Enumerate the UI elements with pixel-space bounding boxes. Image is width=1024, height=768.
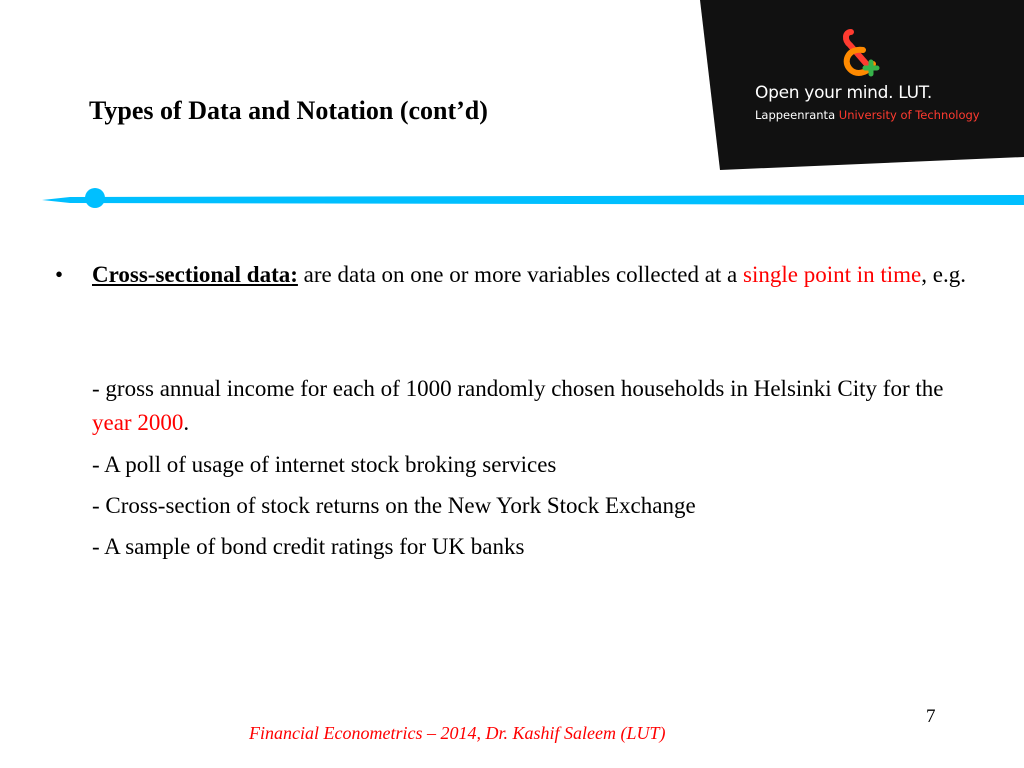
page-title: Types of Data and Notation (cont’d) xyxy=(89,96,488,125)
example-poll: - A poll of usage of internet stock broking services xyxy=(92,452,557,477)
definition-paragraph xyxy=(92,258,982,292)
footer-credit: Financial Econometrics – 2014, Dr. Kashif Saleem (LUT) xyxy=(249,723,666,743)
brand-university-name: University of Technology xyxy=(838,108,980,122)
bullet-marker: • xyxy=(55,262,64,287)
definition-text: are data on one or more variables collected at a xyxy=(297,262,744,287)
highlight-year: year 2000 xyxy=(92,410,184,435)
example-bond-ratings: - A sample of bond credit ratings for UK banks xyxy=(92,534,525,559)
brand-university-city: Lappeenranta xyxy=(755,108,836,122)
example-stock-returns: - Cross-section of stock returns on the New York Stock Exchange xyxy=(92,493,696,518)
lut-ampersand-logo-icon xyxy=(837,28,887,80)
highlight-single-point: single point in time xyxy=(743,262,922,287)
page-number: 7 xyxy=(926,706,936,727)
term-cross-sectional: Cross-sectional data: xyxy=(92,262,298,287)
example-income xyxy=(92,372,982,440)
brand-university xyxy=(755,108,980,122)
definition-tail: , e.g. xyxy=(921,262,966,287)
brand-slogan: Open your mind. LUT. xyxy=(755,83,932,103)
example-income-tail: . xyxy=(183,410,190,435)
example-income-text: - gross annual income for each of 1000 randomly chosen households in Helsinki City for the xyxy=(92,376,944,401)
title-divider xyxy=(0,182,1024,218)
